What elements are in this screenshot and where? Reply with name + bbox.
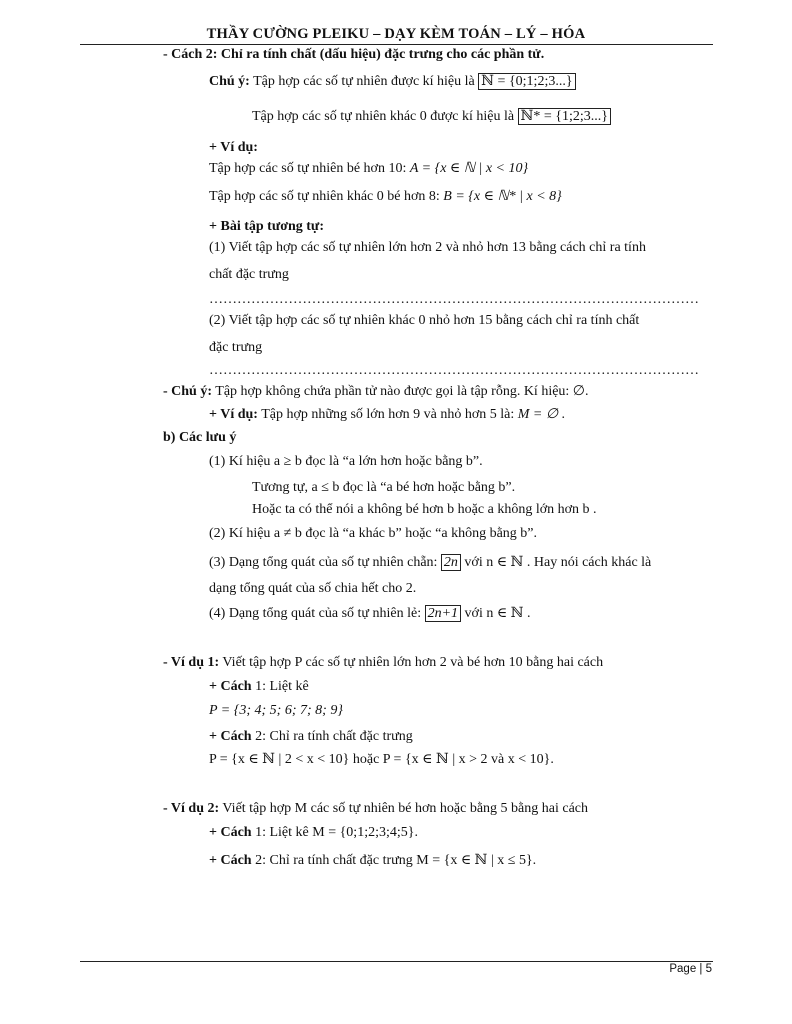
note-2: (2) Kí hiệu a ≠ b đọc là “a khác b” hoặc “a không bằng b”. [209,526,537,541]
exercise-2-line-1: (2) Viết tập hợp các số tự nhiên khác 0 nhỏ hơn 15 bằng cách chỉ ra tính chất [209,313,640,328]
natural-nonzero-box: ℕ* = {1;2;3...} [518,108,611,125]
example-1: - Ví dụ 1: Viết tập hợp P các số tự nhiên lớn hơn 2 và bé hơn 10 bằng hai cách [163,655,604,670]
practice-label: + Bài tập tương tự: [209,219,324,234]
example-1-method-2: + Cách 2: Chỉ ra tính chất đặc trưng [209,729,413,744]
even-form-box: 2n [441,554,461,571]
method-2-heading: - Cách 2: Chỉ ra tính chất (dấu hiệu) đặc trưng cho các phần tử. [163,47,545,62]
notes-heading: b) Các lưu ý [163,430,237,445]
example-label: + Ví dụ: [209,140,258,155]
example-set-b: Tập hợp các số tự nhiên khác 0 bé hơn 8: B = {x ∈ ℕ* | x < 8} [209,189,562,204]
example-2: - Ví dụ 2: Viết tập hợp M các số tự nhiên bé hơn hoặc bằng 5 bằng hai cách [163,801,589,816]
example-1-property: P = {x ∈ ℕ | 2 < x < 10} hoặc P = {x ∈ ℕ | x > 2 và x < 10}. [209,752,554,767]
exercise-2-line-2: đặc trưng [209,340,263,355]
answer-dotted-line-2: …………………………………………………………………………………………… [209,363,699,378]
example-1-list: P = {3; 4; 5; 6; 7; 8; 9} [209,703,343,718]
example-1-method-1: + Cách 1: Liệt kê [209,679,309,694]
footer-divider [80,961,713,962]
exercise-1-line-2: chất đặc trưng [209,267,289,282]
note-4: (4) Dạng tổng quát của số tự nhiên lẻ: 2n+1 với n ∈ ℕ . [209,606,531,621]
note-1-alternate: Hoặc ta có thể nói a không bé hơn b hoặc a không lớn hơn b . [252,502,597,517]
note-3-cont: dạng tổng quát của số chia hết cho 2. [209,581,417,596]
example-set-a: Tập hợp các số tự nhiên bé hơn 10: A = {x ∈ ℕ | x < 10} [209,161,529,176]
odd-form-box: 2n+1 [425,605,461,622]
empty-set-example: + Ví dụ: Tập hợp những số lớn hơn 9 và nhỏ hơn 5 là: M = ∅ . [209,407,566,422]
note-natural-nonzero: Tập hợp các số tự nhiên khác 0 được kí hiệu là ℕ* = {1;2;3...} [252,107,611,127]
page-number: Page | 5 [669,963,712,975]
natural-set-box: ℕ = {0;1;2;3...} [478,73,575,90]
note-1: (1) Kí hiệu a ≥ b đọc là “a lớn hơn hoặc bằng b”. [209,454,483,469]
note-natural-numbers: Chú ý: Tập hợp các số tự nhiên được kí hiệu là ℕ = {0;1;2;3...} [209,72,576,92]
note-1-similar: Tương tự, a ≤ b đọc là “a bé hơn hoặc bằng b”. [252,480,516,495]
example-2-method-2: + Cách 2: Chỉ ra tính chất đặc trưng M = {x ∈ ℕ | x ≤ 5}. [209,853,537,868]
answer-dotted-line-1: …………………………………………………………………………………………… [209,292,699,307]
note-3: (3) Dạng tổng quát của số tự nhiên chẵn: 2n với n ∈ ℕ . Hay nói cách khác là [209,555,652,570]
example-2-method-1: + Cách 1: Liệt kê M = {0;1;2;3;4;5}. [209,825,418,840]
page-header: THẦY CƯỜNG PLEIKU – DẠY KÈM TOÁN – LÝ – HÓA [206,26,586,42]
exercise-1-line-1: (1) Viết tập hợp các số tự nhiên lớn hơn 2 và nhỏ hơn 13 bằng cách chỉ ra tính [209,240,646,255]
empty-set-note: - Chú ý: Tập hợp không chứa phần tử nào được gọi là tập rỗng. Kí hiệu: ∅. [163,384,589,399]
